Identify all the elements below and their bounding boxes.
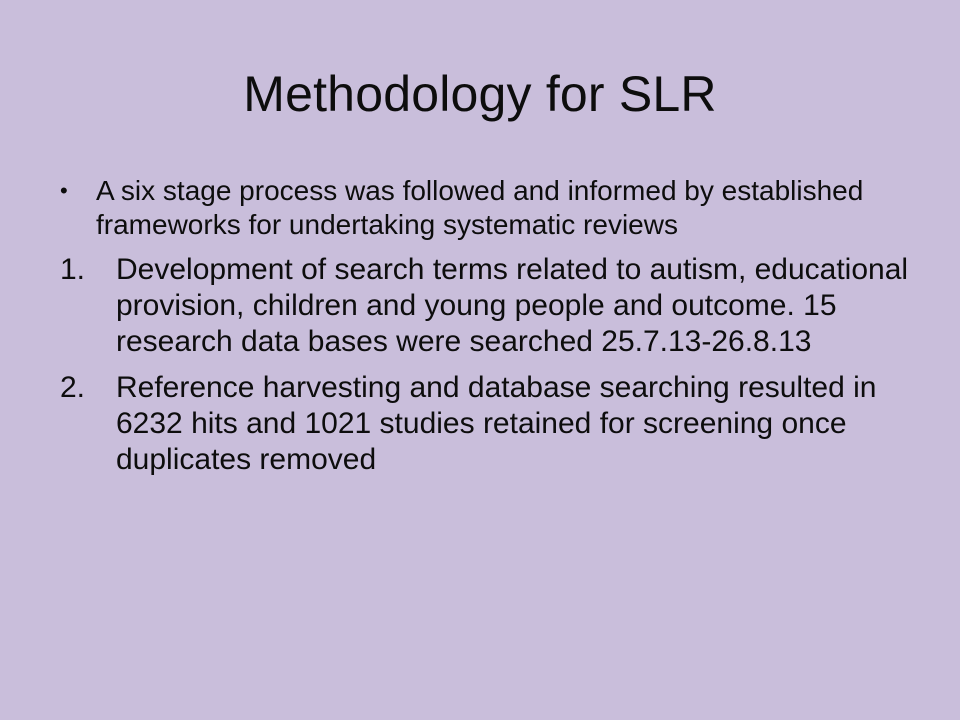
- slide-title: Methodology for SLR: [243, 66, 717, 122]
- bullet-item: [60, 174, 910, 242]
- numbered-item-2: [60, 370, 910, 478]
- item-text: Reference harvesting and database searching resulted in 6232 hits and 1021 studies retained for screening once duplicates removed: [116, 371, 877, 476]
- bullet-marker: •: [60, 178, 68, 203]
- item-number: 1.: [60, 253, 86, 286]
- bullet-text: A six stage process was followed and informed by established frameworks for undertaking systematic reviews: [96, 175, 864, 240]
- numbered-item-1: [60, 252, 910, 360]
- item-number: 2.: [60, 371, 86, 404]
- slide-body: [60, 174, 910, 488]
- item-text: Development of search terms related to autism, educational provision, children and young people and outcome. 15 research data bases were searched 25.7.13-26.8.13: [116, 253, 909, 358]
